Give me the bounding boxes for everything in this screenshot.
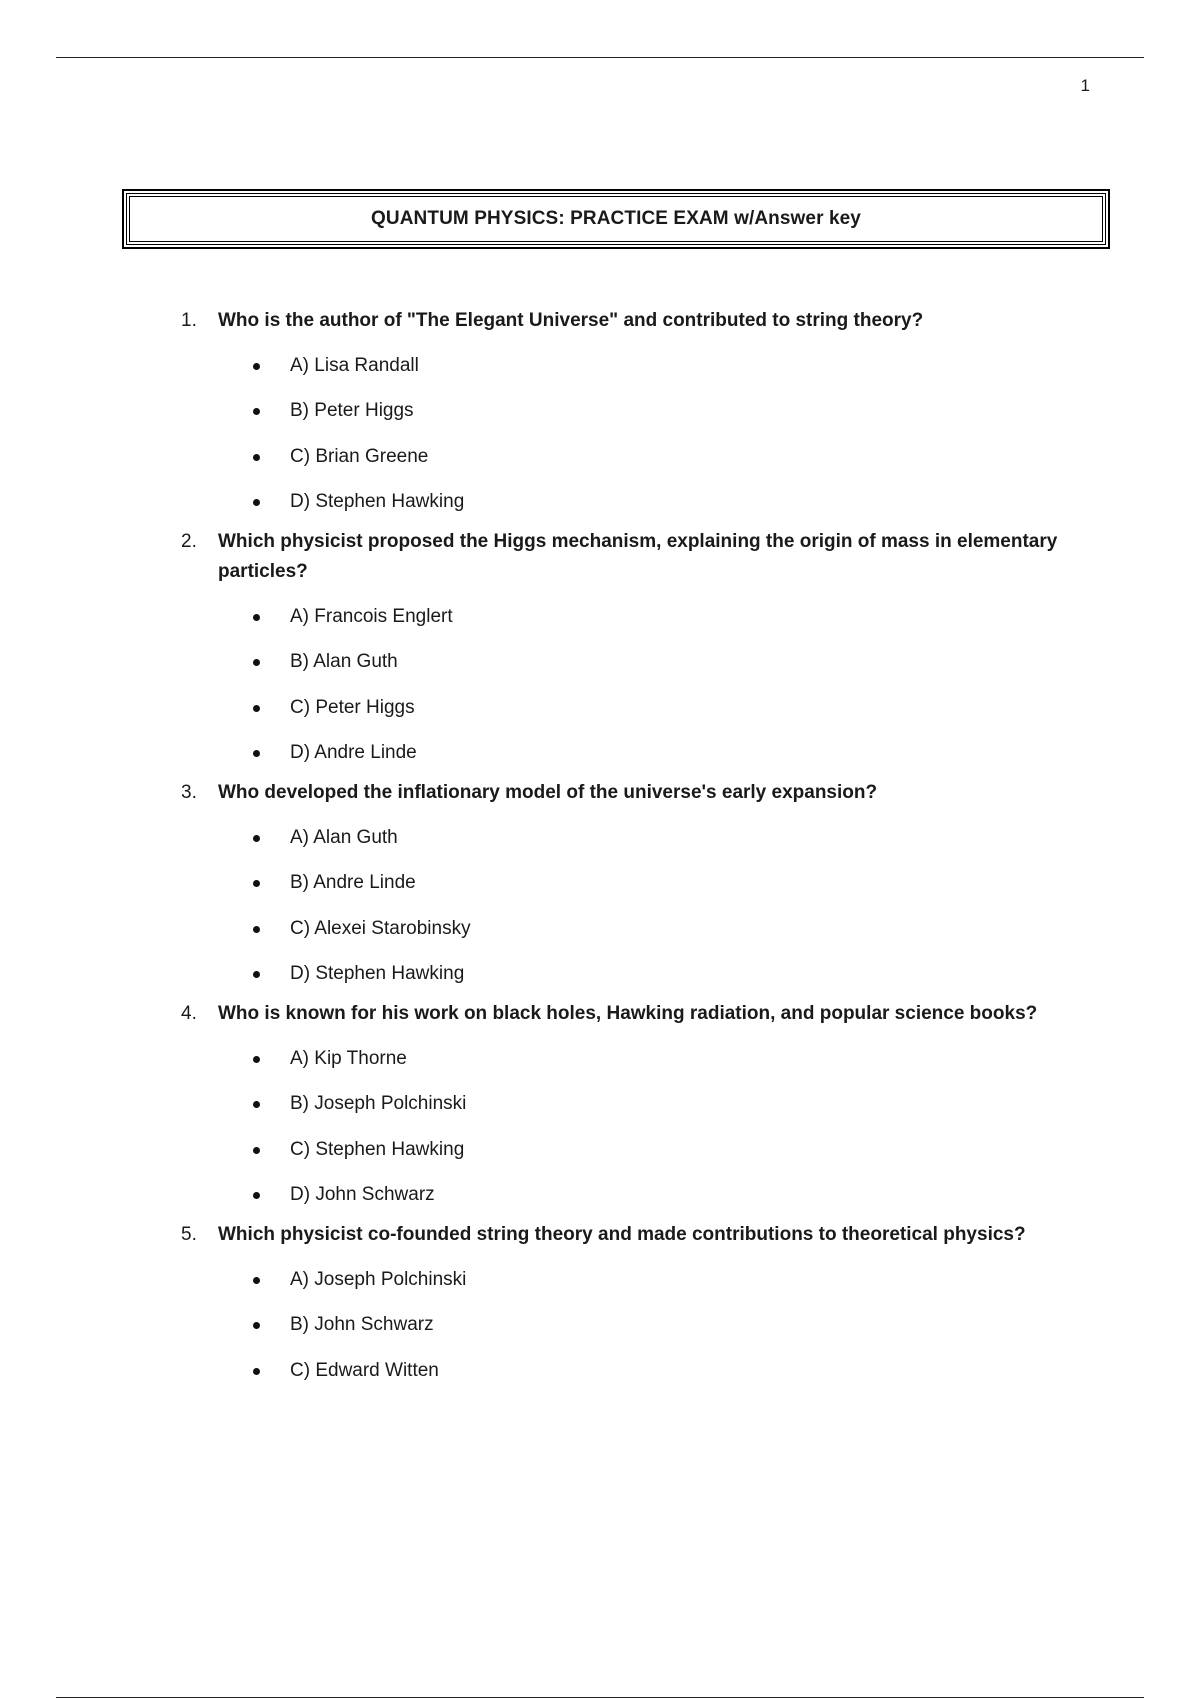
bullet-icon bbox=[253, 1322, 260, 1329]
question-1 bbox=[0, 306, 1200, 527]
option-item bbox=[0, 1036, 1200, 1082]
option-text: B) Joseph Polchinski bbox=[290, 1093, 467, 1115]
option-item bbox=[0, 389, 1200, 435]
option-text: C) Edward Witten bbox=[290, 1359, 439, 1381]
bullet-icon bbox=[253, 1368, 260, 1375]
exam-title: QUANTUM PHYSICS: PRACTICE EXAM w/Answer key bbox=[371, 208, 861, 229]
option-text: B) John Schwarz bbox=[290, 1314, 434, 1336]
option-text: A) Alan Guth bbox=[290, 826, 398, 848]
option-text: C) Peter Higgs bbox=[290, 696, 415, 718]
question-4 bbox=[0, 999, 1200, 1220]
question-number: 3. bbox=[181, 782, 197, 803]
option-text: C) Alexei Starobinsky bbox=[290, 917, 471, 939]
bullet-icon bbox=[253, 614, 260, 621]
question-text: Who is known for his work on black holes, Hawking radiation, and popular science books? bbox=[218, 1003, 1038, 1024]
bullet-icon bbox=[253, 1147, 260, 1154]
option-item bbox=[0, 594, 1200, 640]
question-2 bbox=[0, 527, 1200, 778]
bullet-icon bbox=[253, 835, 260, 842]
bullet-icon bbox=[253, 1277, 260, 1284]
question-number: 2. bbox=[181, 531, 197, 552]
option-text: C) Brian Greene bbox=[290, 445, 429, 467]
question-number: 1. bbox=[181, 310, 197, 331]
question-text: Which physicist co-founded string theory and made contributions to theoretical physics? bbox=[218, 1224, 1026, 1245]
question-list bbox=[0, 306, 1200, 1396]
option-text: D) Stephen Hawking bbox=[290, 963, 465, 985]
option-item bbox=[0, 640, 1200, 686]
question-text: Which physicist proposed the Higgs mechanism, explaining the origin of mass in elementary particles? bbox=[218, 531, 1058, 582]
bullet-icon bbox=[253, 705, 260, 712]
option-item bbox=[0, 1257, 1200, 1303]
option-text: A) Joseph Polchinski bbox=[290, 1268, 467, 1290]
bullet-icon bbox=[253, 1101, 260, 1108]
option-item bbox=[0, 815, 1200, 861]
option-item bbox=[0, 952, 1200, 998]
question-number: 4. bbox=[181, 1003, 197, 1024]
page-number: 1 bbox=[1080, 76, 1090, 95]
option-text: B) Andre Linde bbox=[290, 872, 416, 894]
option-item bbox=[0, 343, 1200, 389]
bullet-icon bbox=[253, 880, 260, 887]
bullet-icon bbox=[253, 971, 260, 978]
option-list bbox=[0, 594, 1200, 776]
question-text: Who is the author of "The Elegant Universe" and contributed to string theory? bbox=[218, 310, 924, 331]
option-item bbox=[0, 1127, 1200, 1173]
option-list bbox=[0, 1036, 1200, 1218]
option-text: B) Peter Higgs bbox=[290, 400, 414, 422]
option-item bbox=[0, 1173, 1200, 1219]
option-text: D) Andre Linde bbox=[290, 742, 417, 764]
bullet-icon bbox=[253, 363, 260, 370]
option-item bbox=[0, 1348, 1200, 1394]
option-item bbox=[0, 685, 1200, 731]
option-item bbox=[0, 1303, 1200, 1349]
option-item bbox=[0, 731, 1200, 777]
option-text: A) Kip Thorne bbox=[290, 1047, 407, 1069]
option-item bbox=[0, 434, 1200, 480]
bullet-icon bbox=[253, 408, 260, 415]
option-text: D) Stephen Hawking bbox=[290, 491, 465, 513]
option-text: D) John Schwarz bbox=[290, 1184, 435, 1206]
bullet-icon bbox=[253, 1192, 260, 1199]
header-rule bbox=[56, 57, 1144, 58]
bullet-icon bbox=[253, 499, 260, 506]
bullet-icon bbox=[253, 659, 260, 666]
option-text: C) Stephen Hawking bbox=[290, 1138, 465, 1160]
footer-rule bbox=[56, 1697, 1144, 1698]
bullet-icon bbox=[253, 750, 260, 757]
exam-title-box bbox=[126, 193, 1106, 245]
question-text: Who developed the inflationary model of the universe's early expansion? bbox=[218, 782, 878, 803]
question-5 bbox=[0, 1220, 1200, 1396]
option-list bbox=[0, 343, 1200, 525]
option-item bbox=[0, 1082, 1200, 1128]
bullet-icon bbox=[253, 926, 260, 933]
option-item bbox=[0, 861, 1200, 907]
bullet-icon bbox=[253, 454, 260, 461]
question-number: 5. bbox=[181, 1224, 197, 1245]
option-list bbox=[0, 1257, 1200, 1394]
option-text: B) Alan Guth bbox=[290, 651, 398, 673]
option-item bbox=[0, 906, 1200, 952]
option-item bbox=[0, 480, 1200, 526]
option-text: A) Lisa Randall bbox=[290, 354, 419, 376]
bullet-icon bbox=[253, 1056, 260, 1063]
question-3 bbox=[0, 778, 1200, 999]
option-list bbox=[0, 815, 1200, 997]
option-text: A) Francois Englert bbox=[290, 605, 453, 627]
